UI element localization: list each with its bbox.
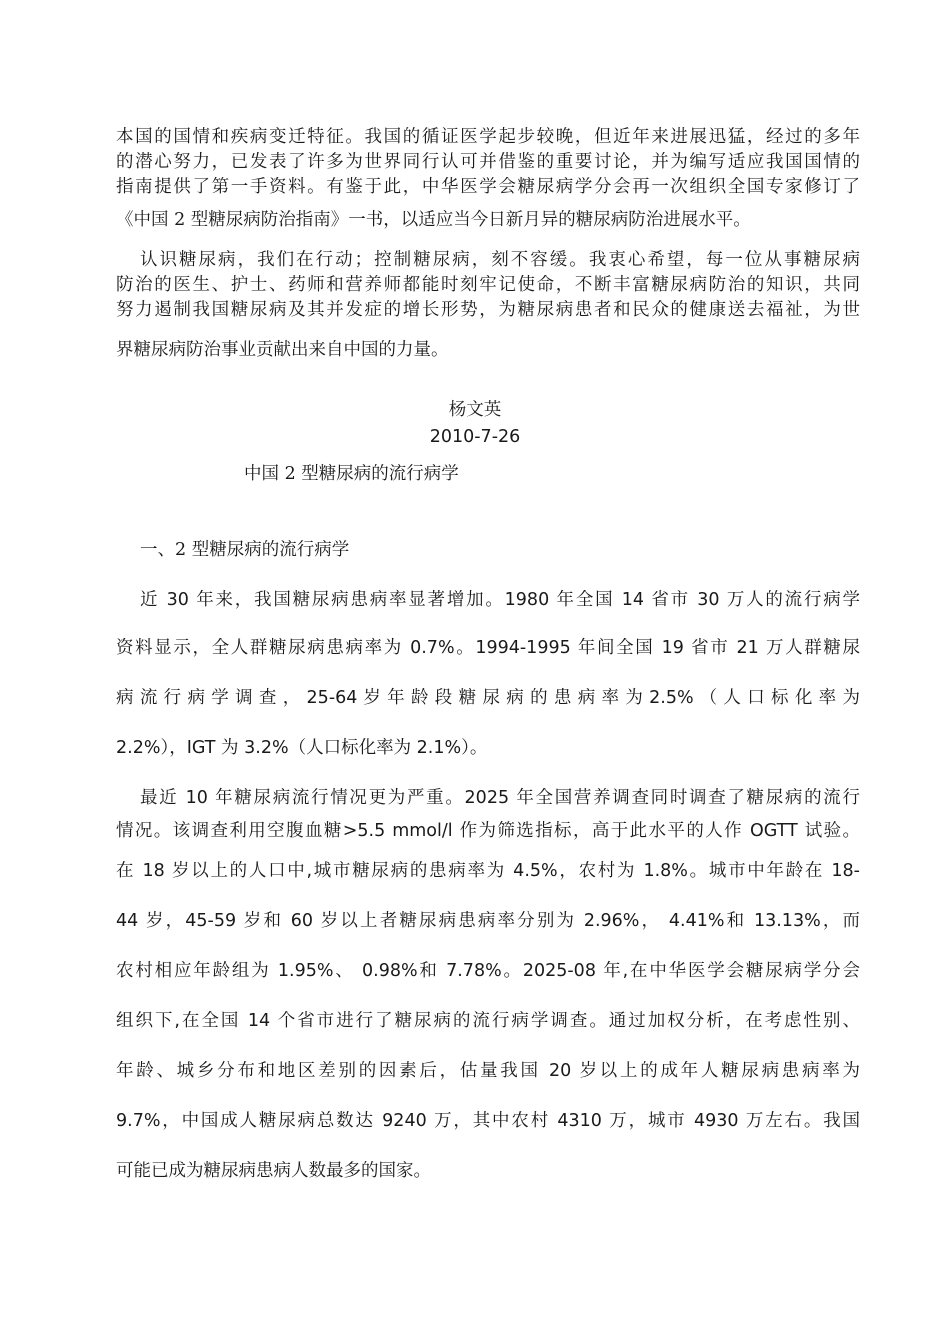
intro-p1-line-1: 本国的国情和疾病变迁特征。我国的循证医学起步较晚，但近年来进展迅猛，经过的多年 <box>116 127 860 147</box>
body-p2-line-1: 最近 10 年糖尿病流行情况更为严重。2025 年全国营养调查同时调查了糖尿病的流行 <box>140 788 860 808</box>
chapter-title: 中国 2 型糖尿病的流行病学 <box>244 464 459 484</box>
body-p1-line-1: 近 30 年来，我国糖尿病患病率显著增加。1980 年全国 14 省市 30 万人的流行病学 <box>140 590 860 610</box>
body-p2-line-4: 44 岁，45-59 岁和 60 岁以上者糖尿病患病率分别为 2.96%， 4.41%和 13.13%，而 <box>116 911 860 931</box>
body-p2-line-3: 在 18 岁以上的人口中,城市糖尿病的患病率为 4.5%，农村为 1.8%。城市中年龄在 18- <box>116 861 860 881</box>
intro-p1-line-3: 指南提供了第一手资料。有鉴于此，中华医学会糖尿病学分会再一次组织全国专家修订了 <box>116 177 860 197</box>
body-p2-line-7: 年龄、城乡分布和地区差别的因素后，估量我国 20 岁以上的成年人糖尿病患病率为 <box>116 1061 860 1081</box>
body-p1-line-4: 2.2%），IGT 为 3.2%（人口标化率为 2.1%）。 <box>116 738 488 758</box>
body-p2-line-5: 农村相应年龄组为 1.95%、 0.98%和 7.78%。2025-08 年,在中华医学会糖尿病学分会 <box>116 961 860 981</box>
intro-p2-line-4: 界糖尿病防治事业贡献出来自中国的力量。 <box>116 340 449 360</box>
intro-p1-line-4: 《中国 2 型糖尿病防治指南》一书，以适应当今日新月异的糖尿病防治进展水平。 <box>116 210 751 230</box>
intro-p2-line-3: 努力遏制我国糖尿病及其并发症的增长形势，为糖尿病患者和民众的健康送去福祉，为世 <box>116 300 860 320</box>
intro-p2-line-1: 认识糖尿病，我们在行动；控制糖尿病，刻不容缓。我衷心希望，每一位从事糖尿病 <box>140 250 860 270</box>
body-p1-line-2: 资料显示，全人群糖尿病患病率为 0.7%。1994-1995 年间全国 19 省市 21 万人群糖尿 <box>116 638 860 658</box>
body-p2-line-9: 可能已成为糖尿病患病人数最多的国家。 <box>116 1161 431 1181</box>
signature-date: 2010-7-26 <box>429 427 521 447</box>
intro-p2-line-2: 防治的医生、护士、药师和营养师都能时刻牢记使命，不断丰富糖尿病防治的知识，共同 <box>116 275 860 295</box>
section-heading: 一、2 型糖尿病的流行病学 <box>140 540 350 560</box>
body-p2-line-2: 情况。该调查利用空腹血糖>5.5 mmol/l 作为筛选指标，高于此水平的人作 OGTT 试验。 <box>116 821 860 841</box>
signature-author: 杨文英 <box>448 400 502 420</box>
body-p2-line-8: 9.7%，中国成人糖尿病总数达 9240 万，其中农村 4310 万，城市 4930 万左右。我国 <box>116 1111 860 1131</box>
body-p2-line-6: 组织下,在全国 14 个省市进行了糖尿病的流行病学调查。通过加权分析，在考虑性别、 <box>116 1011 860 1031</box>
body-p1-line-3: 病 流 行 病 学 调 查 ， 25-64 岁 年 龄 段 糖 尿 病 的 患 病 率 为 2.5% （ 人 口 标 化 率 为 <box>116 688 860 708</box>
intro-p1-line-2: 的潜心努力，已发表了许多为世界同行认可并借鉴的重要讨论，并为编写适应我国国情的 <box>116 152 860 172</box>
